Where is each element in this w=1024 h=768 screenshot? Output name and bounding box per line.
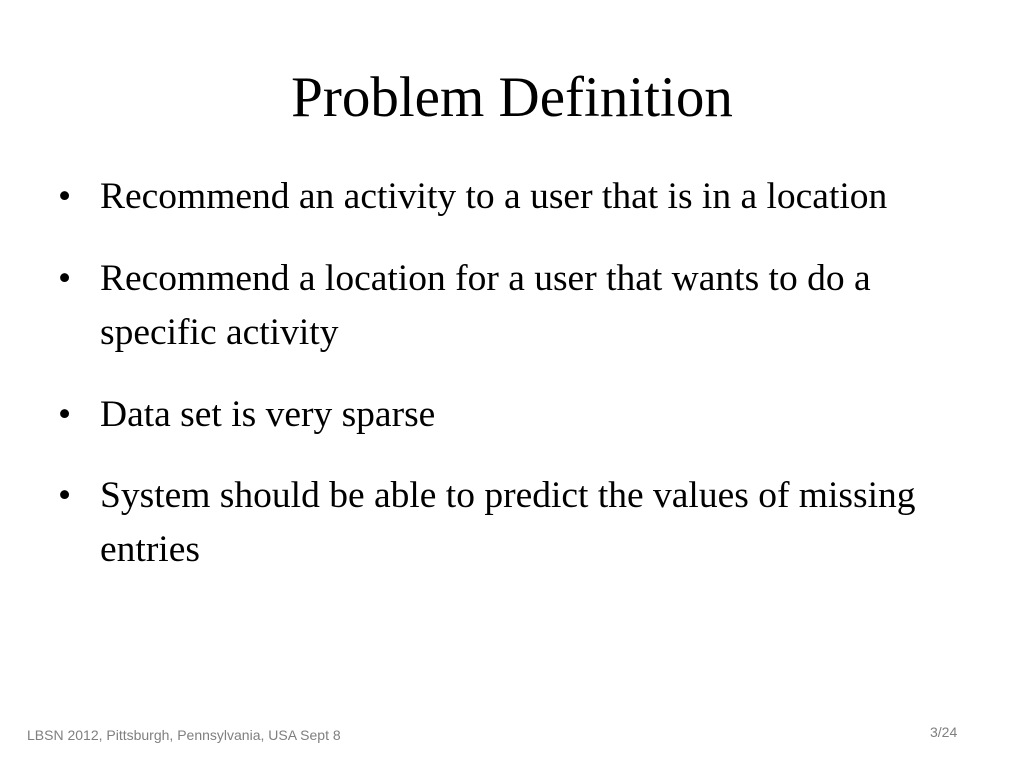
bullet-list: [58, 170, 970, 605]
bullet-text: Data set is very sparse: [100, 394, 436, 435]
bullet-item: [58, 252, 970, 360]
bullet-icon: •: [58, 475, 72, 516]
bullet-icon: •: [58, 258, 72, 299]
bullet-icon: •: [58, 176, 72, 217]
bullet-text: System should be able to predict the values of missing entries: [100, 475, 916, 570]
bullet-item: [58, 469, 970, 577]
slide-title: Problem Definition: [291, 66, 733, 129]
bullet-item: [58, 170, 970, 224]
bullet-icon: •: [58, 394, 72, 435]
footer-text: LBSN 2012, Pittsburgh, Pennsylvania, USA Sept 8: [27, 727, 341, 743]
bullet-item: [58, 388, 970, 442]
bullet-text: Recommend an activity to a user that is in a location: [100, 176, 888, 217]
bullet-text: Recommend a location for a user that wants to do a specific activity: [100, 258, 871, 353]
page-number: 3/24: [930, 724, 958, 740]
